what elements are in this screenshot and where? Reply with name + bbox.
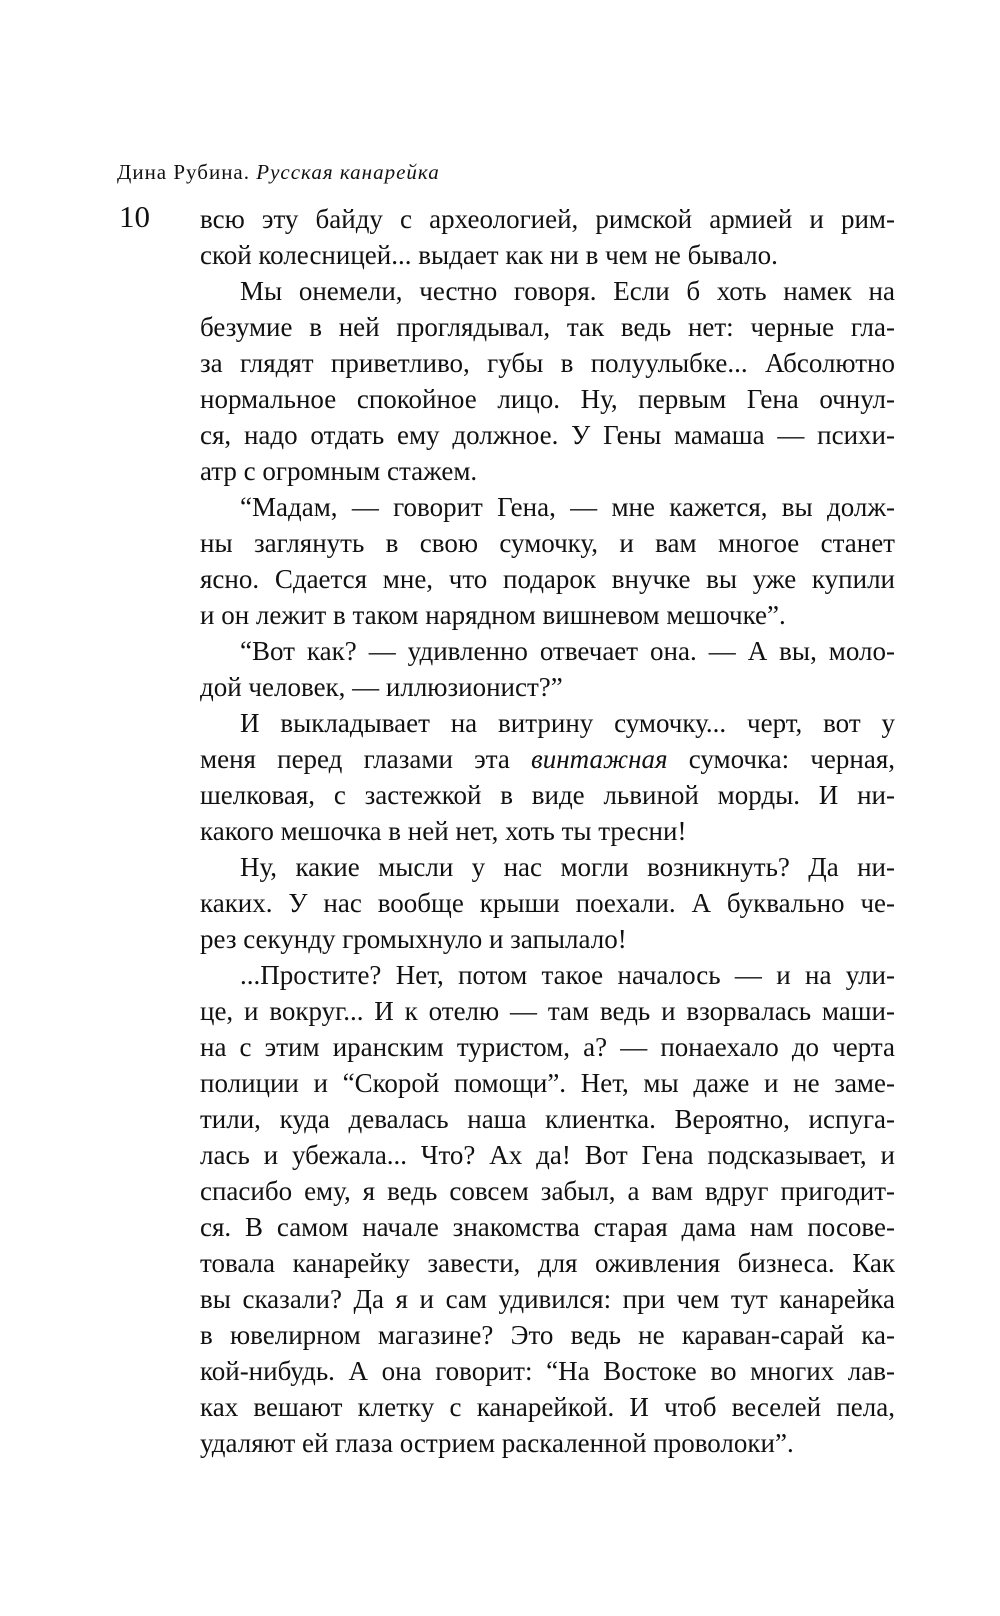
text-line xyxy=(200,741,895,777)
text-line: И выкладывает на витрину сумочку... черт, вот у xyxy=(240,708,895,738)
text-line: безумие в ней проглядывал, так ведь нет: черные гла- xyxy=(200,312,895,342)
text-line: вы сказали? Да я и сам удивился: при чем тут канарейка xyxy=(200,1284,895,1314)
text-line: ся, надо отдать ему должное. У Гены мамаша — психи- xyxy=(200,420,895,450)
text-line: полиции и “Скорой помощи”. Нет, мы даже и не заме- xyxy=(200,1068,895,1098)
text-line: ской колесницей... выдает как ни в чем не бывало. xyxy=(200,240,778,270)
italic-word: винтажная xyxy=(531,744,668,774)
running-header xyxy=(117,160,440,185)
text-line: на с этим иранским туристом, а? — понаехало до черта xyxy=(200,1032,895,1062)
text-line: и он лежит в таком нарядном вишневом мешочке”. xyxy=(200,600,786,630)
text-line: це, и вокруг... И к отелю — там ведь и взорвалась маши- xyxy=(200,996,895,1026)
text-line: лась и убежала... Что? Ах да! Вот Гена подсказывает, и xyxy=(200,1140,895,1170)
text-line: за глядят приветливо, губы в полуулыбке... Абсолютно xyxy=(200,348,895,378)
text-line: ...Простите? Нет, потом такое началось — и на ули- xyxy=(240,960,895,990)
text-line: нормальное спокойное лицо. Ну, первым Гена очнул- xyxy=(200,384,895,414)
text-line: “Мадам, — говорит Гена, — мне кажется, вы долж- xyxy=(240,492,895,522)
text-line: спасибо ему, я ведь совсем забыл, а вам вдруг пригодит- xyxy=(200,1176,895,1206)
text-line: товала канарейку завести, для оживления бизнеса. Как xyxy=(200,1248,895,1278)
text-fragment: сумочка: черная, xyxy=(667,744,895,774)
text-line: “Вот как? — удивленно отвечает она. — А вы, моло- xyxy=(240,636,895,666)
text-line: всю эту байду с археологией, римской армией и рим- xyxy=(200,204,895,234)
text-line: шелковая, с застежкой в виде львиной морды. И ни- xyxy=(200,780,895,810)
text-line: дой человек, — иллюзионист?” xyxy=(200,672,563,702)
text-line: атр с огромным стажем. xyxy=(200,456,478,486)
header-book-title: Русская канарейка xyxy=(256,160,440,184)
text-line: тили, куда девалась наша клиентка. Вероятно, испуга- xyxy=(200,1104,895,1134)
text-line: ся. В самом начале знакомства старая дама нам посове- xyxy=(200,1212,895,1242)
body-text xyxy=(200,201,895,1461)
text-line: ясно. Сдается мне, что подарок внучке вы уже купили xyxy=(200,564,895,594)
text-line: какого мешочка в ней нет, хоть ты тресни! xyxy=(200,816,687,846)
text-line: удаляют ей глаза острием раскаленной проволоки”. xyxy=(200,1428,794,1458)
text-line: в ювелирном магазине? Это ведь не караван-сарай ка- xyxy=(200,1320,895,1350)
text-line: ны заглянуть в свою сумочку, и вам многое станет xyxy=(200,528,895,558)
text-line: кой-нибудь. А она говорит: “На Востоке во многих лав- xyxy=(200,1356,895,1386)
page-number: 10 xyxy=(119,199,150,234)
text-line: ках вешают клетку с канарейкой. И чтоб веселей пела, xyxy=(200,1392,895,1422)
text-line: рез секунду громыхнуло и запылало! xyxy=(200,924,627,954)
text-line: Мы онемели, честно говоря. Если б хоть намек на xyxy=(240,276,895,306)
text-fragment: меня перед глазами эта xyxy=(200,744,532,774)
header-author: Дина Рубина. xyxy=(117,160,251,184)
text-line: каких. У нас вообще крыши поехали. А буквально че- xyxy=(200,888,895,918)
text-line: Ну, какие мысли у нас могли возникнуть? Да ни- xyxy=(240,852,895,882)
